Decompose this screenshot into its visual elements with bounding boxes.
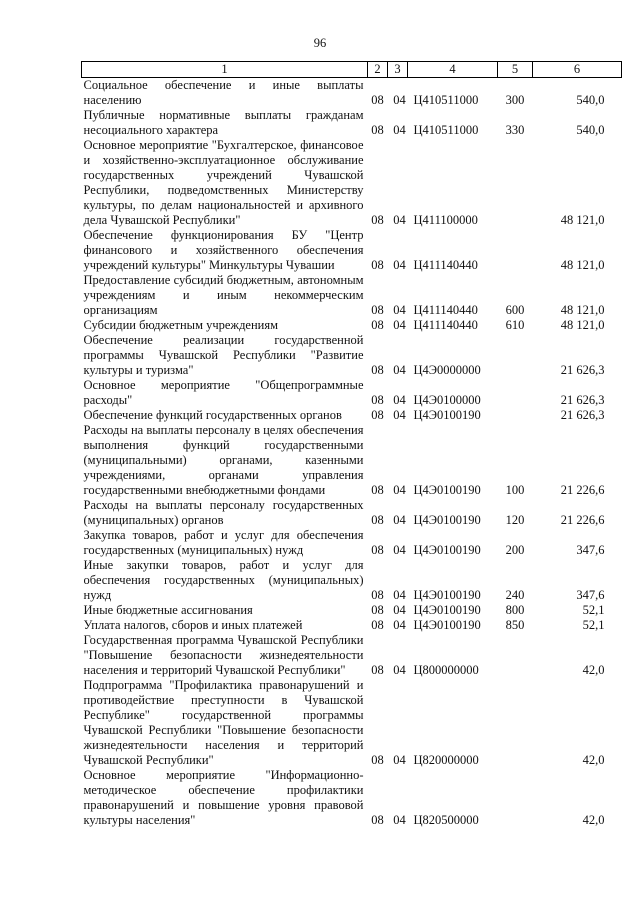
row-expense-type: 330 bbox=[505, 123, 525, 137]
row-name: Расходы на выплаты персоналу в целях обеспечения выполнения функций государственными (муниципальными) органами, казенными учреждениями, органами управления государственными внебюджетными фондами bbox=[83, 423, 364, 497]
row-expense-type bbox=[498, 678, 533, 768]
row-section: 08 bbox=[371, 258, 384, 272]
row-target-article: Ц411100000 bbox=[413, 213, 478, 227]
row-target-article: Ц4Э0100190 bbox=[413, 513, 481, 527]
row-amount: 347,6 bbox=[576, 543, 605, 557]
row-subsection: 04 bbox=[393, 618, 406, 632]
row-expense-type: 200 bbox=[505, 543, 525, 557]
row-section: 08 bbox=[371, 603, 384, 617]
row-section: 08 bbox=[371, 213, 384, 227]
row-name: Государственная программа Чувашской Республики "Повышение безопасности жизнедеятельности населения и территорий Чувашской Республики" bbox=[83, 633, 364, 677]
row-expense-type: 800 bbox=[505, 603, 525, 617]
row-name: Основное мероприятие "Информационно-методическое обеспечение профилактики правонарушений и повышение уровня правовой культуры населения" bbox=[83, 768, 364, 827]
header-cell-5: 5 bbox=[498, 62, 533, 78]
row-amount: 48 121,0 bbox=[560, 318, 605, 332]
row-name: Обеспечение функций государственных органов bbox=[83, 408, 342, 422]
row-name: Субсидии бюджетным учреждениям bbox=[83, 318, 279, 332]
row-expense-type: 240 bbox=[505, 588, 525, 602]
row-section: 08 bbox=[371, 393, 384, 407]
row-expense-type: 850 bbox=[505, 618, 525, 632]
row-target-article: Ц820500000 bbox=[413, 813, 479, 827]
row-expense-type bbox=[498, 228, 533, 273]
row-name: Подпрограмма "Профилактика правонарушений и противодействие преступности в Чувашской Республике" государственной программы Чувашской Республики "Повышение безопасности жизнедеятельности населения и территорий Чувашской Республики" bbox=[83, 678, 364, 767]
row-amount: 42,0 bbox=[582, 753, 605, 767]
row-name: Основное мероприятие "Общепрограммные расходы" bbox=[83, 378, 364, 407]
row-section: 08 bbox=[371, 123, 384, 137]
row-subsection: 04 bbox=[393, 93, 406, 107]
row-target-article: Ц4Э0000000 bbox=[413, 363, 481, 377]
row-name: Предоставление субсидий бюджетным, автономным учреждениям и иным некоммерческим организациям bbox=[83, 273, 364, 317]
table-row bbox=[82, 423, 622, 498]
row-section: 08 bbox=[371, 588, 384, 602]
header-cell-3: 3 bbox=[388, 62, 408, 78]
row-section: 08 bbox=[371, 408, 384, 422]
table-row bbox=[82, 528, 622, 558]
table-row bbox=[82, 618, 622, 633]
row-amount: 347,6 bbox=[576, 588, 605, 602]
table-row bbox=[82, 378, 622, 408]
row-name: Расходы на выплаты персоналу государственных (муниципальных) органов bbox=[83, 498, 364, 527]
row-target-article: Ц4Э0100000 bbox=[413, 393, 481, 407]
row-expense-type: 300 bbox=[505, 93, 525, 107]
table-row bbox=[82, 228, 622, 273]
row-subsection: 04 bbox=[393, 303, 406, 317]
table-row bbox=[82, 408, 622, 423]
row-amount: 52,1 bbox=[582, 618, 605, 632]
row-expense-type bbox=[498, 378, 533, 408]
row-subsection: 04 bbox=[393, 588, 406, 602]
row-amount: 21 226,6 bbox=[560, 513, 605, 527]
row-subsection: 04 bbox=[393, 663, 406, 677]
row-target-article: Ц410511000 bbox=[413, 93, 479, 107]
row-target-article: Ц410511000 bbox=[413, 123, 479, 137]
header-cell-6: 6 bbox=[533, 62, 622, 78]
row-target-article: Ц4Э0100190 bbox=[413, 483, 481, 497]
row-target-article: Ц4Э0100190 bbox=[413, 543, 481, 557]
row-name: Уплата налогов, сборов и иных платежей bbox=[83, 618, 303, 632]
row-target-article: Ц4Э0100190 bbox=[413, 408, 481, 422]
row-section: 08 bbox=[371, 753, 384, 767]
table-row bbox=[82, 333, 622, 378]
row-subsection: 04 bbox=[393, 513, 406, 527]
row-amount: 48 121,0 bbox=[560, 213, 605, 227]
row-section: 08 bbox=[371, 513, 384, 527]
table-row bbox=[82, 558, 622, 603]
table-row bbox=[82, 138, 622, 228]
page-number: 96 bbox=[313, 36, 327, 50]
header-row bbox=[82, 62, 622, 78]
row-target-article: Ц4Э0100190 bbox=[413, 588, 481, 602]
row-expense-type bbox=[498, 408, 533, 423]
table-row bbox=[82, 273, 622, 318]
row-subsection: 04 bbox=[393, 483, 406, 497]
table-row bbox=[82, 318, 622, 333]
row-amount: 42,0 bbox=[582, 813, 605, 827]
row-section: 08 bbox=[371, 663, 384, 677]
row-amount: 21 226,6 bbox=[560, 483, 605, 497]
row-expense-type bbox=[498, 138, 533, 228]
row-target-article: Ц411140440 bbox=[413, 303, 478, 317]
row-section: 08 bbox=[371, 318, 384, 332]
row-amount: 540,0 bbox=[576, 123, 605, 137]
row-name: Основное мероприятие "Бухгалтерское, финансовое и хозяйственно-эксплуатационное обслуживание государственных учреждений Чувашской Республики, подведомственных Министерству культуры, по делам национальностей и архивного дела Чувашской Республики" bbox=[83, 138, 364, 227]
row-name: Иные закупки товаров, работ и услуг для обеспечения государственных (муниципальных) нужд bbox=[83, 558, 364, 602]
row-section: 08 bbox=[371, 93, 384, 107]
row-expense-type: 120 bbox=[505, 513, 525, 527]
row-section: 08 bbox=[371, 813, 384, 827]
header-cell-4: 4 bbox=[408, 62, 498, 78]
row-name: Обеспечение реализации государственной программы Чувашской Республики "Развитие культуры и туризма" bbox=[83, 333, 364, 377]
budget-table bbox=[81, 61, 622, 828]
row-expense-type bbox=[498, 633, 533, 678]
row-target-article: Ц820000000 bbox=[413, 753, 479, 767]
row-name: Закупка товаров, работ и услуг для обеспечения государственных (муниципальных) нужд bbox=[83, 528, 364, 557]
row-subsection: 04 bbox=[393, 123, 406, 137]
row-expense-type bbox=[498, 768, 533, 828]
table-row bbox=[82, 603, 622, 618]
table-row bbox=[82, 78, 622, 109]
row-subsection: 04 bbox=[393, 213, 406, 227]
row-amount: 42,0 bbox=[582, 663, 605, 677]
row-subsection: 04 bbox=[393, 363, 406, 377]
row-target-article: Ц411140440 bbox=[413, 258, 478, 272]
row-amount: 21 626,3 bbox=[560, 408, 605, 422]
row-subsection: 04 bbox=[393, 318, 406, 332]
row-name: Публичные нормативные выплаты гражданам несоциального характера bbox=[83, 108, 364, 137]
table-row bbox=[82, 108, 622, 138]
row-subsection: 04 bbox=[393, 813, 406, 827]
row-amount: 21 626,3 bbox=[560, 393, 605, 407]
row-subsection: 04 bbox=[393, 393, 406, 407]
row-subsection: 04 bbox=[393, 258, 406, 272]
table-row bbox=[82, 768, 622, 828]
row-expense-type: 610 bbox=[505, 318, 525, 332]
row-expense-type: 100 bbox=[505, 483, 525, 497]
row-target-article: Ц4Э0100190 bbox=[413, 618, 481, 632]
row-target-article: Ц411140440 bbox=[413, 318, 478, 332]
row-subsection: 04 bbox=[393, 753, 406, 767]
row-name: Обеспечение функционирования БУ "Центр финансового и хозяйственного обеспечения учреждений культуры" Минкультуры Чувашии bbox=[83, 228, 364, 272]
row-section: 08 bbox=[371, 363, 384, 377]
row-amount: 21 626,3 bbox=[560, 363, 605, 377]
row-target-article: Ц4Э0100190 bbox=[413, 603, 481, 617]
row-subsection: 04 bbox=[393, 543, 406, 557]
row-subsection: 04 bbox=[393, 603, 406, 617]
row-expense-type bbox=[498, 333, 533, 378]
row-target-article: Ц800000000 bbox=[413, 663, 479, 677]
header-cell-2: 2 bbox=[368, 62, 388, 78]
row-amount: 48 121,0 bbox=[560, 258, 605, 272]
row-name: Иные бюджетные ассигнования bbox=[83, 603, 253, 617]
table-row bbox=[82, 633, 622, 678]
row-section: 08 bbox=[371, 618, 384, 632]
row-name: Социальное обеспечение и иные выплаты населению bbox=[83, 78, 364, 107]
table-row bbox=[82, 498, 622, 528]
row-section: 08 bbox=[371, 303, 384, 317]
row-amount: 48 121,0 bbox=[560, 303, 605, 317]
row-subsection: 04 bbox=[393, 408, 406, 422]
row-amount: 540,0 bbox=[576, 93, 605, 107]
row-section: 08 bbox=[371, 543, 384, 557]
row-amount: 52,1 bbox=[582, 603, 605, 617]
table-row bbox=[82, 678, 622, 768]
header-cell-1: 1 bbox=[82, 62, 368, 78]
row-expense-type: 600 bbox=[505, 303, 525, 317]
row-section: 08 bbox=[371, 483, 384, 497]
